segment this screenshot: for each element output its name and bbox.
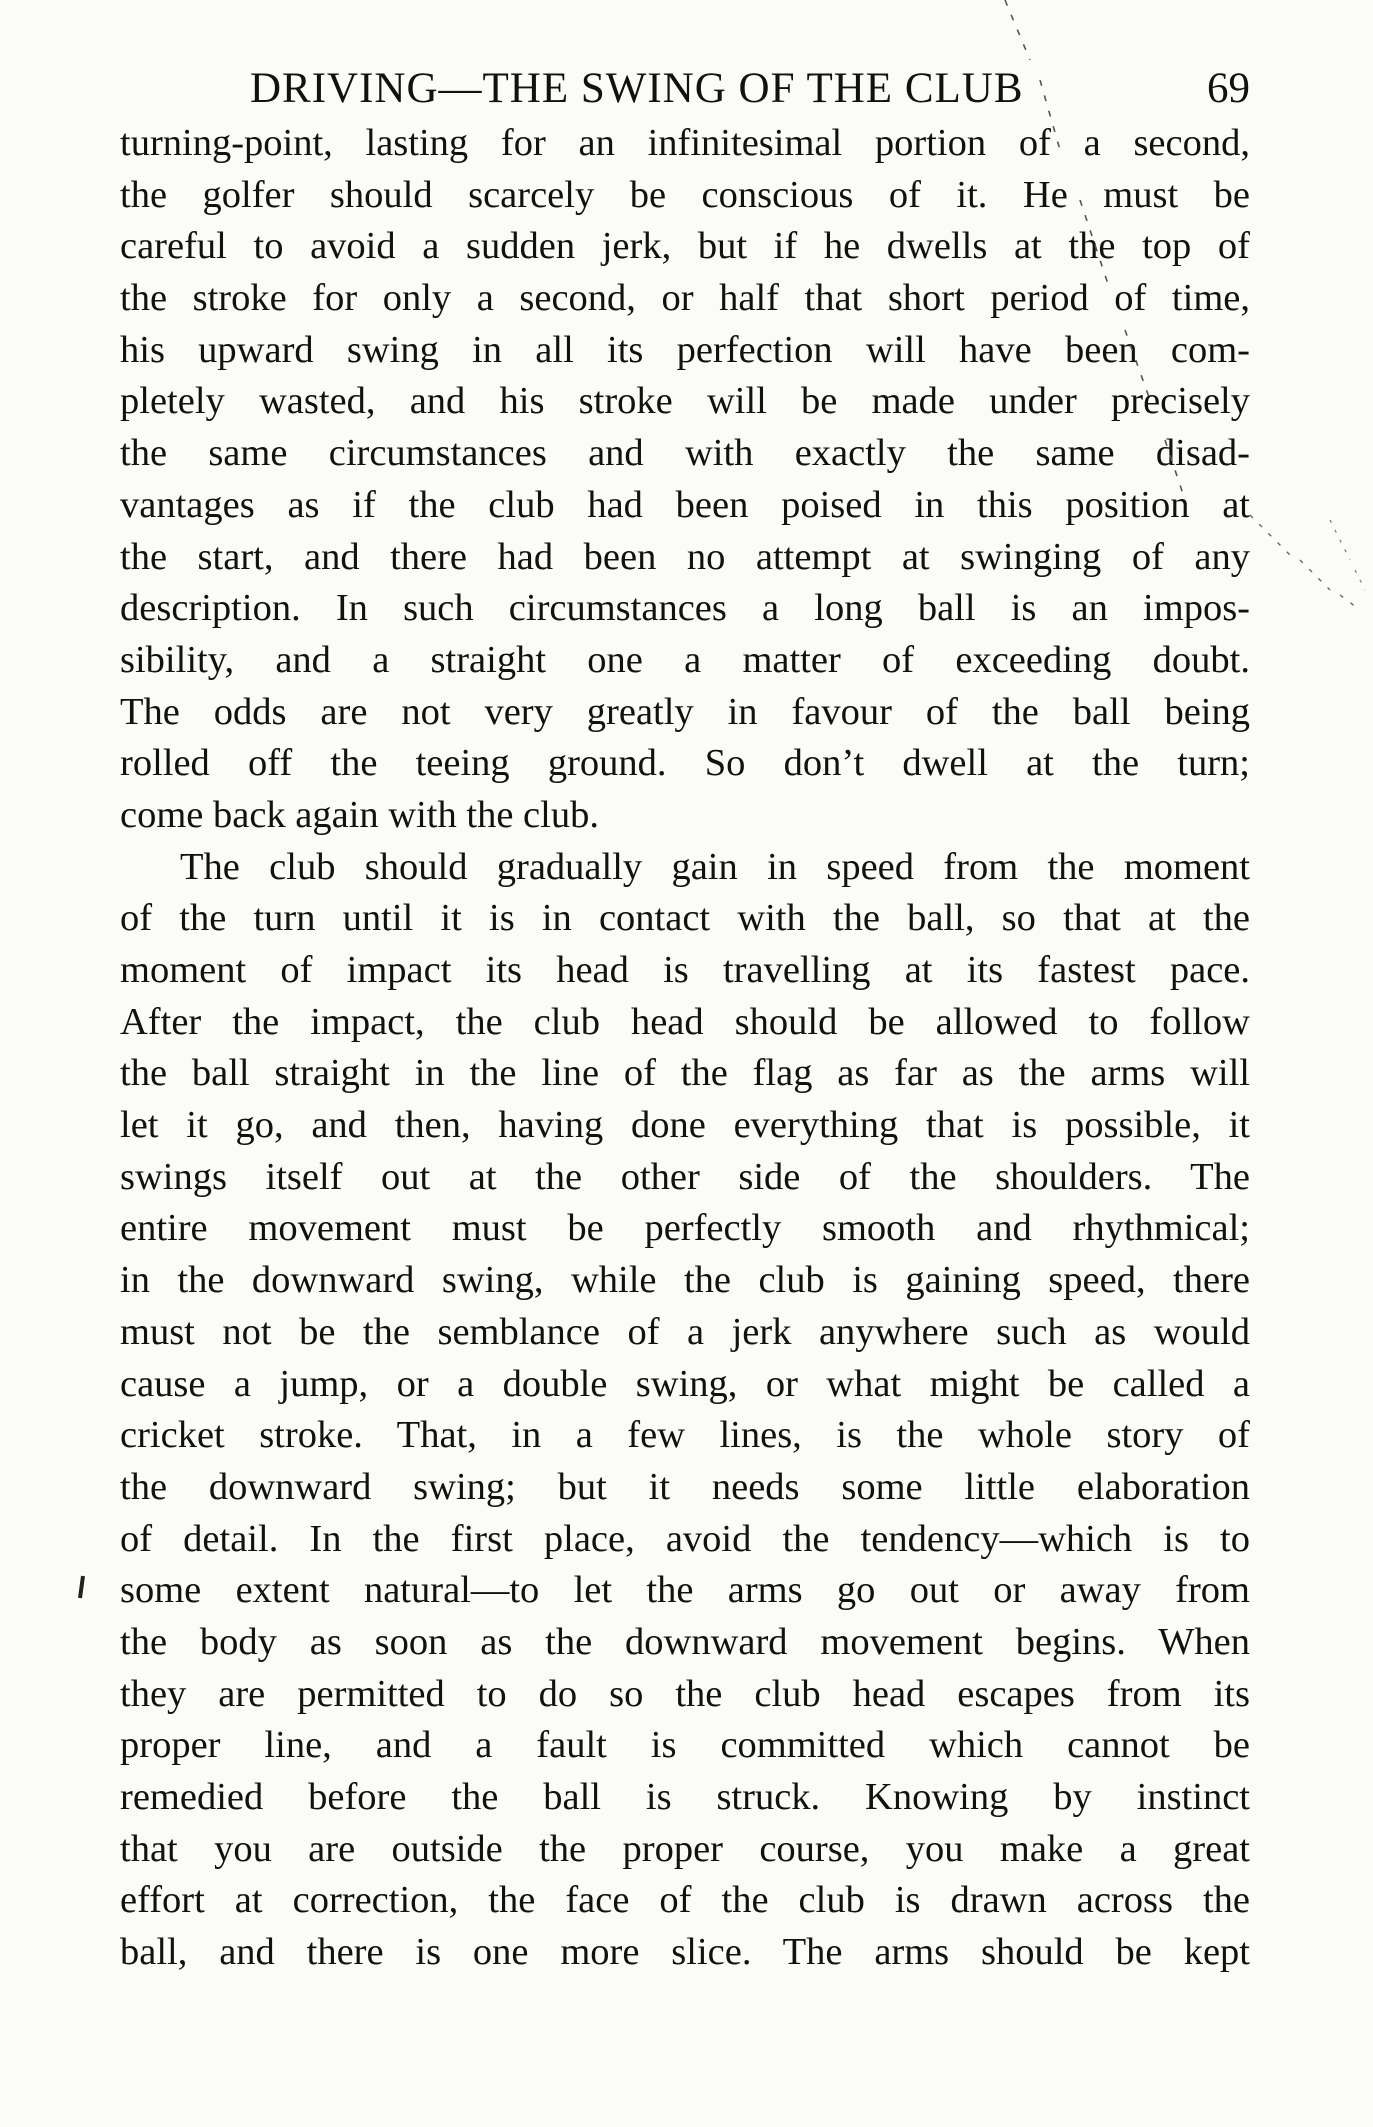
paragraph-1 <box>120 118 1250 842</box>
text-line: of detail. In the first place, avoid the tendency—which is to <box>120 1517 1250 1560</box>
text-line: the same circumstances and with exactly the same disad- <box>120 432 1250 475</box>
ink-tick <box>80 1576 83 1598</box>
text-line: in the downward swing, while the club is gaining speed, there <box>120 1259 1250 1302</box>
running-head <box>120 60 1250 124</box>
text-line: The club should gradually gain in speed from the moment <box>180 845 1250 888</box>
text-line: come back again with the club. <box>120 793 599 836</box>
running-title: DRIVING—THE SWING OF THE CLUB <box>250 65 1024 112</box>
text-line: vantages as if the club had been poised in this position at <box>120 483 1250 526</box>
text-line: careful to avoid a sudden jerk, but if he dwells at the top of <box>120 225 1250 268</box>
text-line: let it go, and then, having done everything that is possible, it <box>120 1104 1250 1147</box>
paragraph-2 <box>120 842 1250 1979</box>
text-line: moment of impact its head is travelling at its fastest pace. <box>120 949 1250 991</box>
text-line: the start, and there had been no attempt at swinging of any <box>120 535 1250 578</box>
text-line: cricket stroke. That, in a few lines, is the whole story of <box>120 1414 1250 1457</box>
text-line: the stroke for only a second, or half that short period of time, <box>120 277 1250 320</box>
text-line: the ball straight in the line of the flag as far as the arms will <box>120 1052 1250 1095</box>
text-line: cause a jump, or a double swing, or what might be called a <box>120 1362 1250 1405</box>
text-line: they are permitted to do so the club head escapes from its <box>120 1672 1250 1715</box>
text-line: entire movement must be perfectly smooth and rhythmical; <box>120 1207 1250 1250</box>
text-line: rolled off the teeing ground. So don’t dwell at the turn; <box>120 742 1250 785</box>
text-line: that you are outside the proper course, you make a great <box>120 1827 1250 1870</box>
text-line: description. In such circumstances a long ball is an impos- <box>120 587 1250 630</box>
text-line: sibility, and a straight one a matter of exceeding doubt. <box>120 638 1250 681</box>
pencil-stroke <box>1250 515 1360 610</box>
text-line: proper line, and a fault is committed which cannot be <box>120 1724 1250 1767</box>
text-line: turning-point, lasting for an infinitesimal portion of a second, <box>120 122 1250 164</box>
text-line: pletely wasted, and his stroke will be made under precisely <box>120 380 1250 423</box>
text-line: After the impact, the club head should be allowed to follow <box>120 1000 1250 1043</box>
text-line: his upward swing in all its perfection will have been com- <box>120 328 1250 371</box>
text-line: some extent natural—to let the arms go out or away from <box>120 1569 1250 1612</box>
page-number: 69 <box>1207 65 1250 112</box>
text-line: the body as soon as the downward movement begins. When <box>120 1620 1250 1663</box>
text-line: the downward swing; but it needs some little elaboration <box>120 1465 1250 1508</box>
text-line: swings itself out at the other side of the shoulders. The <box>120 1155 1250 1198</box>
text-line: remedied before the ball is struck. Knowing by instinct <box>120 1776 1250 1818</box>
text-line: the golfer should scarcely be conscious of it. He must be <box>120 173 1250 216</box>
body-text <box>120 118 1250 1979</box>
text-line: ball, and there is one more slice. The arms should be kept <box>120 1931 1250 1974</box>
text-line: of the turn until it is in contact with the ball, so that at the <box>120 897 1250 940</box>
text-line: effort at correction, the face of the club is drawn across the <box>120 1879 1250 1922</box>
text-line: The odds are not very greatly in favour of the ball being <box>120 690 1250 733</box>
pencil-stroke <box>1330 520 1365 590</box>
text-line: must not be the semblance of a jerk anywhere such as would <box>120 1310 1250 1353</box>
